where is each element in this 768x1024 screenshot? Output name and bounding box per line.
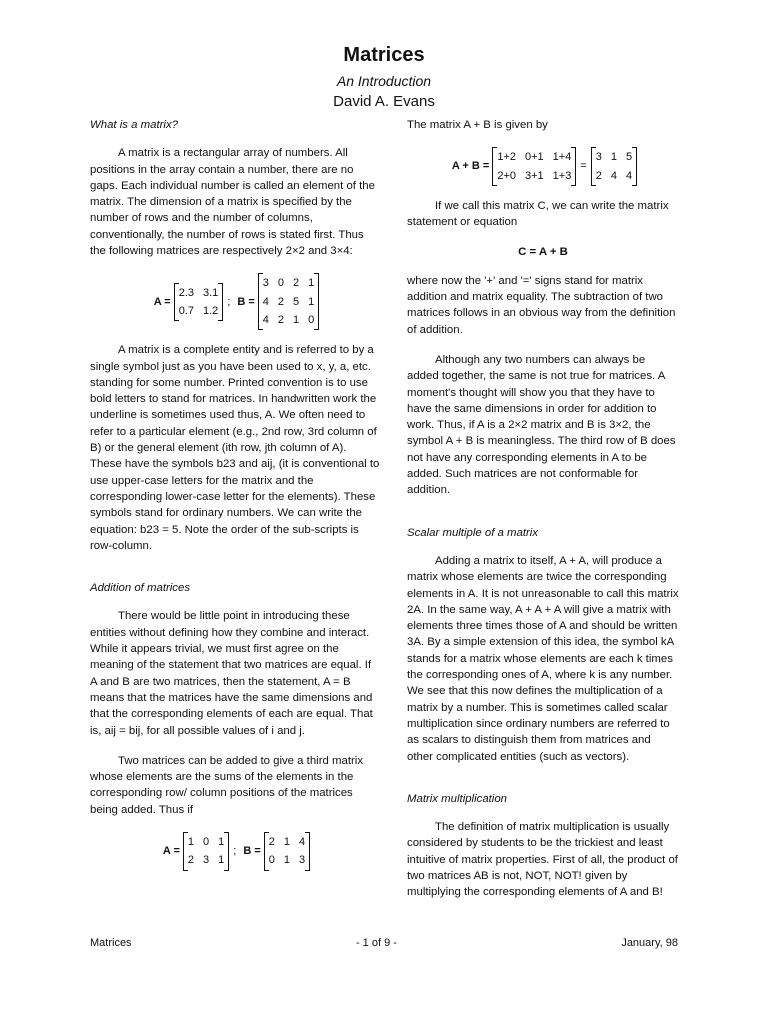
section-heading-multiplication: Matrix multiplication <box>407 792 508 805</box>
footer-title: Matrices <box>90 937 132 949</box>
matrix-a <box>174 283 224 322</box>
matrix-cell: 1 <box>283 835 290 848</box>
matrix-cell: 0 <box>268 854 275 867</box>
matrix-cell: 2 <box>187 854 194 867</box>
footer-date: January, 98 <box>621 937 678 949</box>
sum-label: A + B = <box>451 160 490 173</box>
matrix-cell: 3.1 <box>203 286 219 299</box>
matrix-cell: 3 <box>203 854 210 867</box>
equation-c: C = A + B <box>518 246 568 259</box>
matrix-label-b: B = <box>237 295 255 308</box>
matrix-cell: 0.7 <box>178 304 194 317</box>
matrix-cell: 3 <box>595 151 602 164</box>
paragraph: The matrix A + B is given by <box>407 119 548 131</box>
matrix-cell: 3 <box>299 854 306 867</box>
paragraph: Although any two numbers can always be added together, the same is not true for matrices. A moment's thought will show you that they have to have the same dimensions in order for addition to work. Thus, if A is a 2×2 matrix and B is 3×2, the symbol A + B is meaningless. The third row of B does not have any corresponding elements in A to be added. Such matrices are not conformable for addition. <box>407 353 676 497</box>
equation-matrices-a-b-2 <box>90 832 380 871</box>
matrix-cell: 4 <box>262 313 269 326</box>
matrix-label-b: B = <box>243 845 261 858</box>
matrix-cell: 4 <box>299 835 306 848</box>
matrix-cell: 1 <box>283 854 290 867</box>
right-column <box>407 117 679 915</box>
doc-author: David A. Evans <box>333 93 435 110</box>
matrix-cell: 2 <box>268 835 275 848</box>
matrix-cell: 1+3 <box>552 169 572 182</box>
matrix-cell: 1 <box>308 277 315 290</box>
matrix-cell: 4 <box>610 169 618 182</box>
matrix-cell: 1+4 <box>552 151 572 164</box>
paragraph: Adding a matrix to itself, A + A, will produce a matrix whose elements are twice the corresponding elements in A. It is not unreasonable to call this matrix 2A. In the same way, A + A + A will give a matrix with elements three times those of A and should be written 3A. By a simple extension of this idea, the symbol kA stands for a matrix whose elements are each k times the corresponding ones of A, where k is any number. We see that this now defines the multiplication of a matrix by a number. This is sometimes called scalar multiplication since ordinary numbers are referred to as scalars to distinguish them from matrices and other complicated entities (such as vectors). <box>407 554 679 763</box>
matrix-sum <box>492 147 576 186</box>
paragraph: If we call this matrix C, we can write the matrix statement or equation <box>407 199 669 229</box>
page-number: - 1 of 9 - <box>355 937 397 949</box>
matrix-cell: 2 <box>293 277 300 290</box>
paragraph: where now the '+' and '=' signs stand for matrix addition and matrix equality. The subtraction of two matrices follows in an obvious way from the definition of addition. <box>407 274 676 336</box>
matrix-label-a: A = <box>153 295 171 308</box>
section-heading-addition: Addition of matrices <box>90 582 191 595</box>
separator: ; <box>227 295 231 308</box>
paragraph: The definition of matrix multiplication is usually considered by students to be the trickiest and least intuitive of matrix properties. First of all, the product of two matrices AB is not, NOT, NOT! given by multiplying the corresponding elements of A and B! <box>407 821 678 899</box>
matrix-cell: 3 <box>262 277 269 290</box>
matrix-cell: 1 <box>218 835 225 848</box>
equals-sign: = <box>580 160 587 173</box>
matrix-cell: 1.2 <box>203 304 219 317</box>
section-heading-what-is-matrix: What is a matrix? <box>90 119 178 131</box>
doc-subtitle: An Introduction <box>336 73 432 89</box>
matrix-cell: 1 <box>218 854 225 867</box>
matrix-cell: 4 <box>262 295 269 308</box>
equation-matrices-a-b <box>90 273 380 330</box>
matrix-cell: 4 <box>626 169 633 182</box>
section-heading-scalar: Scalar multiple of a matrix <box>407 526 539 539</box>
doc-title: Matrices <box>343 44 425 66</box>
matrix-cell: 3+1 <box>525 169 544 182</box>
matrix-cell: 2+0 <box>497 169 516 182</box>
matrix-cell: 1 <box>610 151 618 164</box>
matrix-cell: 1 <box>308 295 315 308</box>
matrix-b <box>264 832 310 871</box>
paragraph: Two matrices can be added to give a third matrix whose elements are the sums of the elements in the corresponding row/ column positions of the matrices being added. Thus if <box>90 754 364 816</box>
matrix-cell: 2.3 <box>178 286 194 299</box>
separator: ; <box>233 845 237 858</box>
matrix-cell: 1+2 <box>497 151 516 164</box>
matrix-b <box>258 273 320 330</box>
paragraph: There would be little point in introducing these entities without defining how they combine and interact. While it appears trivial, we must first agree on the meaning of the statement that two matrices are equal. If A and B are two matrices, then the statement, A = B means that the matrices have the same dimensions and that the corresponding elements of each are equal. That is, aij = bij, for all possible values of i and j. <box>90 610 373 737</box>
matrix-cell: 1 <box>293 313 300 326</box>
matrix-cell: 0 <box>203 835 210 848</box>
matrix-a <box>183 832 229 871</box>
matrix-cell: 2 <box>595 169 602 182</box>
matrix-cell: 5 <box>293 295 300 308</box>
paragraph: A matrix is a rectangular array of numbers. All positions in the array contain a number, there are no gaps. Each individual number is called an element of the matrix. The dimension of a matrix is specified by the number of rows and the number of columns, conventionally, the number of rows is stated first. Thus the following matrices are respectively 2×2 and 3×4: <box>90 147 375 258</box>
matrix-cell: 0 <box>308 313 315 326</box>
matrix-label-a: A = <box>162 845 180 858</box>
equation-a-plus-b <box>407 147 679 186</box>
matrix-cell: 2 <box>277 295 285 308</box>
left-column <box>90 117 380 883</box>
matrix-cell: 0+1 <box>525 151 544 164</box>
matrix-cell: 5 <box>626 151 633 164</box>
page-footer <box>90 937 678 949</box>
matrix-result <box>591 147 637 186</box>
matrix-cell: 1 <box>187 835 194 848</box>
matrix-cell: 2 <box>277 313 285 326</box>
matrix-cell: 0 <box>277 277 285 290</box>
paragraph: A matrix is a complete entity and is referred to by a single symbol just as you have been used to x, y, a, etc. standing for some number. Printed convention is to use bold letters to stand for matrices. In handwritten work the underline is sometimes used thus, A. We often need to refer to a particular element (e.g., 2nd row, 3rd column of B) or the general element (ith row, jth column of A). These have the symbols b23 and aij, (it is conventional to use upper-case letters for the matrix and the corresponding lower-case letter for the elements). These symbols stand for ordinary numbers. We can write the equation: b23 = 5. Note the order of the sub-scripts is row-column. <box>90 344 380 552</box>
